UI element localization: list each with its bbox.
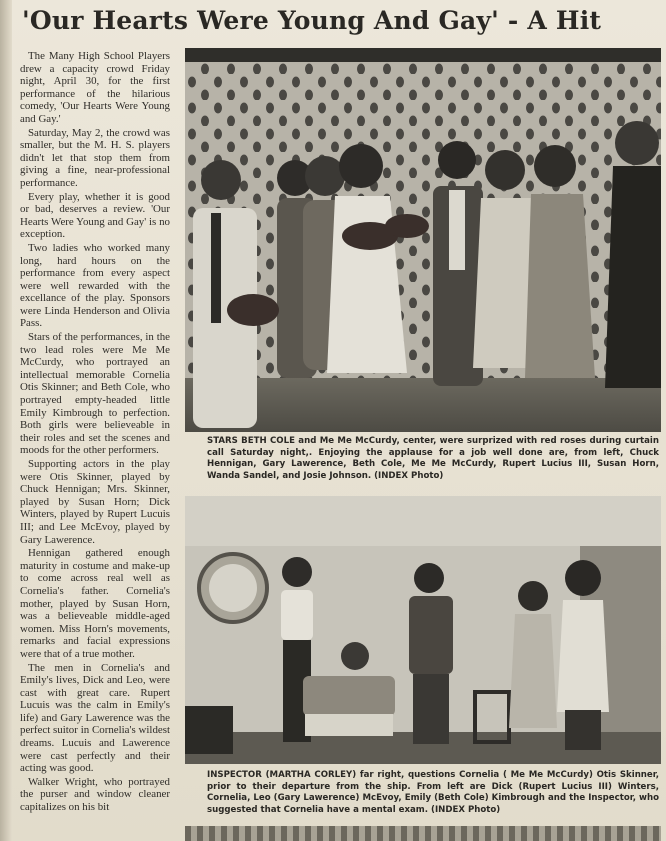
article-paragraph: Supporting actors in the play were Otis Skinner, played by Chuck Hennigan; Mrs. Skinner, played by Susan Horn; Dick Winters, played by Rupert Lucuis III; and Lee McEvoy, played by Gary Lawerence. bbox=[20, 458, 170, 546]
stage-cast-photo-icon bbox=[185, 48, 661, 432]
article-paragraph: Every play, whether it is good or bad, deserves a review. 'Our Hearts Were Young and Gay' is no exception. bbox=[20, 190, 170, 241]
stage-cast-photo bbox=[185, 48, 661, 432]
stage-scene-photo-icon bbox=[185, 496, 661, 764]
photo-caption-1: STARS BETH COLE and Me Me McCurdy, center, were surprized with red roses during curtain call Saturday night,. Enjoying the applause for a job well done are, from left, Chuck Hennigan, Gary Lawerence, Beth Cole, Me Me McCurdy, Rupert Lucius III, Susan Horn, Wanda Sandel, and Josie Johnson. (INDEX Photo) bbox=[207, 436, 659, 481]
page-spine-shadow bbox=[0, 0, 12, 841]
headline: 'Our Hearts Were Young And Gay' - A Hit bbox=[22, 6, 602, 35]
article-paragraph: Walker Wright, who portrayed the purser and window cleaner capitalizes on his bit bbox=[20, 775, 170, 814]
article-paragraph: Two ladies who worked many long, hard hours on the performance from every aspect were well rewarded with the excellance of the play. Sponsors were Linda Henderson and Olivia Pass. bbox=[20, 241, 170, 330]
article-paragraph: The men in Cornelia's and Emily's lives, Dick and Leo, were cast with great care. Rupert Lucuis was the calm in Emily's life) and Gary Lawerence was the perfect suitor in Cornelia's wildest dreams. Lucuis and Lawerence were cast perfectly and their acting was good. bbox=[20, 661, 170, 775]
article-paragraph: Stars of the performances, in the two lead roles were Me Me McCurdy, who portrayed an intellectual memorable Cornelia Otis Skinner; and Beth Cole, who portrayed empty-headed little Emily Kimbrough to perfection. Both girls were believeable in their roles and set the scenes and moods for the other performers. bbox=[20, 331, 170, 457]
article-column bbox=[20, 50, 170, 841]
stage-scene-photo bbox=[185, 496, 661, 764]
photo-caption-2: INSPECTOR (MARTHA CORLEY) far right, questions Cornelia ( Me Me McCurdy) Otis Skinner, prior to their departure from the ship. From left are Dick (Rupert Lucius III) Winters, Cornelia, Leo (Gary Lawerence) McEvoy, Emily (Beth Cole) Kimbrough and the Inspector, who suggested that Cornelia have a mental exam. (INDEX Photo) bbox=[207, 770, 659, 815]
article-paragraph: The Many High School Players drew a capacity crowd Friday night, April 30, for the first performance of the hilarious comedy, 'Our Hearts Were Young and Gay.' bbox=[20, 50, 170, 125]
article-paragraph: Hennigan gathered enough maturity in costume and make-up to come across real well as Cornelia's father. Cornelia's mother, played by Susan Horn, was a believeable middle-aged women. Miss Horn's movements, remarks and facial expressions were that of a true mother. bbox=[20, 547, 170, 660]
next-photo-edge bbox=[185, 826, 661, 841]
article-paragraph: Saturday, May 2, the crowd was smaller, but the M. H. S. players didn't let that stop them from giving a fine, near-professional performance. bbox=[20, 126, 170, 189]
